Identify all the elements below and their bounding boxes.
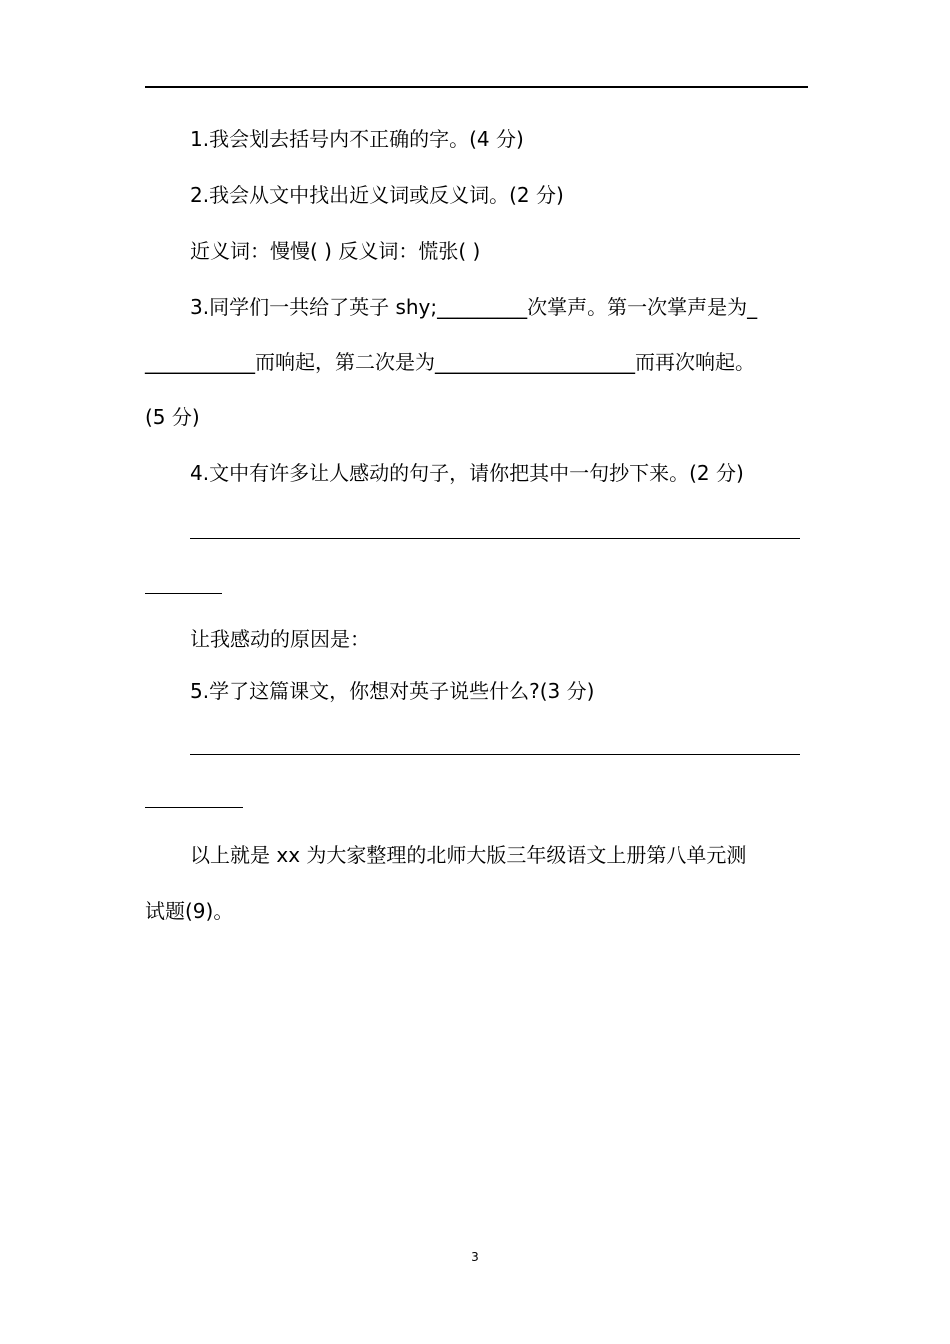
question-3-line-3: (5 分) [145,405,200,429]
page-number: 3 [471,1250,479,1264]
closing-line-1: 以上就是 xx 为大家整理的北师大版三年级语文上册第八单元测 [190,843,747,867]
answer-blank-q4-line-2[interactable] [145,593,222,594]
question-5: 5.学了这篇课文，你想对英子说些什么?(3 分) [190,679,595,703]
question-1: 1.我会划去括号内不正确的字。(4 分) [190,127,524,151]
closing-line-2: 试题(9)。 [145,899,234,923]
answer-blank-q4-line-1[interactable] [190,538,800,539]
top-rule [145,86,808,88]
question-3-line-1: 3.同学们一共给了英子 shy;_________次掌声。第一次掌声是为_ [190,295,758,319]
question-4-reason: 让我感动的原因是： [190,627,370,651]
answer-blank-q5-line-1[interactable] [190,754,800,755]
answer-blank-q5-line-2[interactable] [145,807,243,808]
question-3-line-2: ___________而响起，第二次是为____________________而再次响起。 [145,350,755,374]
question-4: 4.文中有许多让人感动的句子，请你把其中一句抄下来。(2 分) [190,461,744,485]
question-2: 2.我会从文中找出近义词或反义词。(2 分) [190,183,564,207]
question-2-words: 近义词：慢慢( ) 反义词：慌张( ) [190,239,481,263]
